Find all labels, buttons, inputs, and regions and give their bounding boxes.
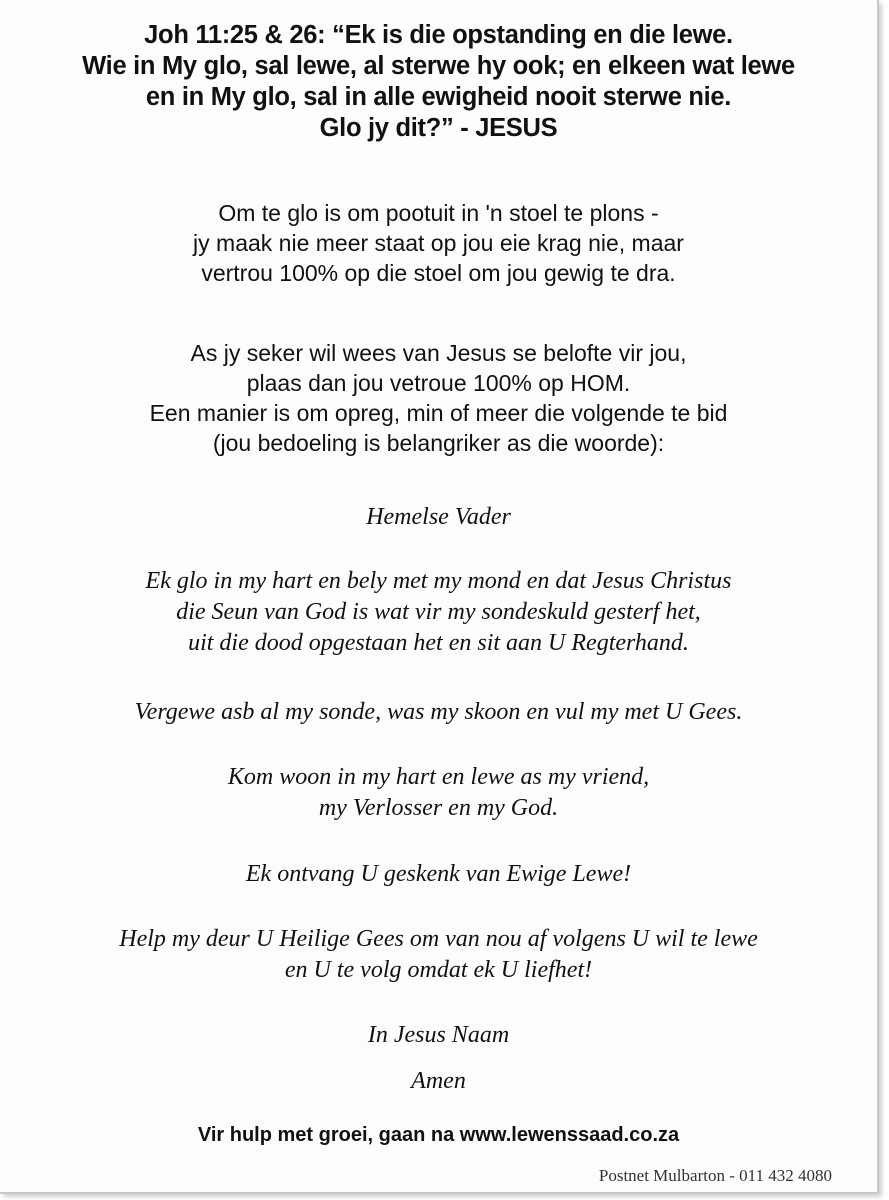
heading-line: Joh 11:25 & 26: “Ek is die opstanding en die lewe. — [144, 21, 733, 49]
prayer-closing — [0, 1020, 877, 1051]
heading-line: en in My glo, sal in alle ewigheid nooit sterwe nie. — [145, 83, 732, 111]
prayer-line: Vergewe asb al my sonde, was my skoon en vul my met U Gees. — [134, 699, 743, 725]
prayer-line: uit die dood opgestaan het en sit aan U Regterhand. — [188, 630, 689, 656]
help-text: Vir hulp met groei, gaan na www.lewenssaad.co.za — [197, 1124, 680, 1146]
prayer-line: Ek glo in my hart en bely met my mond en dat Jesus Christus — [145, 568, 732, 594]
paragraph-line: plaas dan jou vetroue 100% op HOM. — [246, 370, 631, 396]
paragraph-line: (jou bedoeling is belangriker as die woorde): — [212, 430, 665, 456]
paragraph-line: jy maak nie meer staat op jou eie krag nie, maar — [193, 230, 684, 256]
prayer-line: en U te volg omdat ek U liefhet! — [284, 957, 593, 983]
prayer-stanza-forgiveness — [0, 697, 877, 728]
prayer-stanza-help — [0, 924, 877, 986]
prayer-line: In Jesus Naam — [367, 1022, 510, 1048]
heading-line: Glo jy dit?” - JESUS — [319, 114, 558, 142]
scripture-heading — [0, 20, 877, 144]
prayer-line: Kom woon in my hart en lewe as my vriend, — [227, 764, 650, 790]
heading-line: Wie in My glo, sal lewe, al sterwe hy ook; en elkeen wat lewe — [82, 52, 795, 80]
prayer-line: Help my deur U Heilige Gees om van nou af volgens U wil te lewe — [119, 926, 758, 952]
postnet-contact: Postnet Mulbarton - 011 432 4080 — [598, 1166, 832, 1185]
help-footer — [0, 1122, 877, 1148]
paragraph-line: Een manier is om opreg, min of meer die volgende te bid — [149, 400, 728, 426]
prayer-amen — [0, 1066, 877, 1097]
prayer-line: Ek ontvang U geskenk van Ewige Lewe! — [245, 861, 632, 887]
paragraph-line: vertrou 100% op die stoel om jou gewig te dra. — [201, 260, 676, 286]
prayer-stanza-invitation — [0, 762, 877, 824]
paragraph-line: Om te glo is om pootuit in 'n stoel te plons - — [218, 200, 659, 226]
prayer-line: die Seun van God is wat vir my sondeskuld gesterf het, — [176, 599, 701, 625]
prayer-line: Amen — [411, 1068, 466, 1094]
paragraph-line: As jy seker wil wees van Jesus se belofte vir jou, — [190, 340, 687, 366]
prayer-intro-paragraph — [0, 338, 877, 458]
prayer-stanza-confession — [0, 566, 877, 659]
prayer-stanza-gift — [0, 859, 877, 890]
prayer-salutation — [0, 502, 877, 533]
prayer-line: my Verlosser en my God. — [318, 795, 559, 821]
faith-explanation-paragraph — [0, 198, 877, 288]
salutation-text: Hemelse Vader — [366, 504, 511, 530]
